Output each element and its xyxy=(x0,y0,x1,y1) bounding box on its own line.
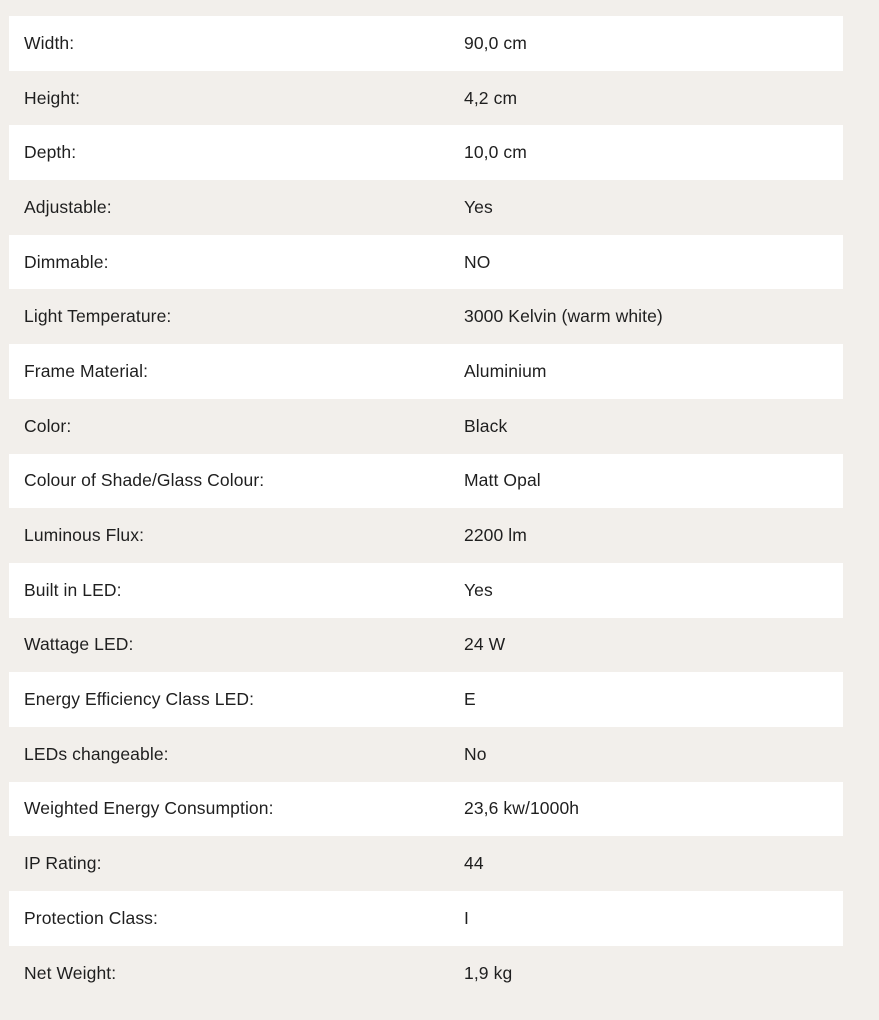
spec-row-dimmable xyxy=(9,235,843,290)
spec-label: Adjustable: xyxy=(24,196,112,217)
spec-label: Width: xyxy=(24,32,75,53)
spec-row-energy-efficiency xyxy=(9,672,843,727)
spec-label: Color: xyxy=(24,415,72,436)
spec-value: Yes xyxy=(464,579,493,600)
spec-row-wattage-led xyxy=(9,618,843,673)
spec-value: 44 xyxy=(464,853,484,874)
spec-value: 2200 lm xyxy=(464,525,527,546)
spec-label: Protection Class: xyxy=(24,907,158,928)
spec-row-frame-material xyxy=(9,344,843,399)
spec-value: E xyxy=(464,689,476,710)
spec-value: 4,2 cm xyxy=(464,87,518,108)
spec-value: No xyxy=(464,743,487,764)
spec-row-adjustable xyxy=(9,180,843,235)
spec-label: Weighted Energy Consumption: xyxy=(24,798,274,819)
spec-label: Frame Material: xyxy=(24,360,149,381)
spec-label: Wattage LED: xyxy=(24,634,134,655)
spec-value: Aluminium xyxy=(464,360,547,381)
spec-value: Black xyxy=(464,415,508,436)
spec-value: 3000 Kelvin (warm white) xyxy=(464,306,663,327)
spec-label: Height: xyxy=(24,87,81,108)
spec-value: 10,0 cm xyxy=(464,142,527,163)
spec-row-protection-class xyxy=(9,891,843,946)
spec-value: 90,0 cm xyxy=(464,32,527,53)
spec-row-color xyxy=(9,399,843,454)
spec-label: Luminous Flux: xyxy=(24,525,145,546)
spec-value: 24 W xyxy=(464,634,506,655)
spec-value: I xyxy=(464,907,469,928)
spec-label: Built in LED: xyxy=(24,579,122,600)
spec-label: Colour of Shade/Glass Colour: xyxy=(24,470,265,491)
spec-value: Matt Opal xyxy=(464,470,541,491)
spec-row-depth xyxy=(9,125,843,180)
spec-label: Energy Efficiency Class LED: xyxy=(24,689,255,710)
spec-label: Light Temperature: xyxy=(24,306,172,327)
spec-row-width xyxy=(9,16,843,71)
spec-row-energy-consumption xyxy=(9,782,843,837)
spec-value: Yes xyxy=(464,196,493,217)
spec-label: Dimmable: xyxy=(24,251,109,272)
spec-row-luminous-flux xyxy=(9,508,843,563)
spec-row-shade-colour xyxy=(9,454,843,509)
spec-row-built-in-led xyxy=(9,563,843,618)
spec-row-light-temperature xyxy=(9,289,843,344)
spec-label: Depth: xyxy=(24,142,77,163)
specifications-table xyxy=(9,16,843,1000)
spec-label: LEDs changeable: xyxy=(24,743,169,764)
spec-row-net-weight xyxy=(9,946,843,1001)
spec-row-height xyxy=(9,71,843,126)
spec-label: IP Rating: xyxy=(24,853,102,874)
spec-label: Net Weight: xyxy=(24,962,117,983)
spec-value: 1,9 kg xyxy=(464,962,513,983)
spec-row-ip-rating xyxy=(9,836,843,891)
spec-value: NO xyxy=(464,251,491,272)
spec-row-leds-changeable xyxy=(9,727,843,782)
spec-value: 23,6 kw/1000h xyxy=(464,798,580,819)
